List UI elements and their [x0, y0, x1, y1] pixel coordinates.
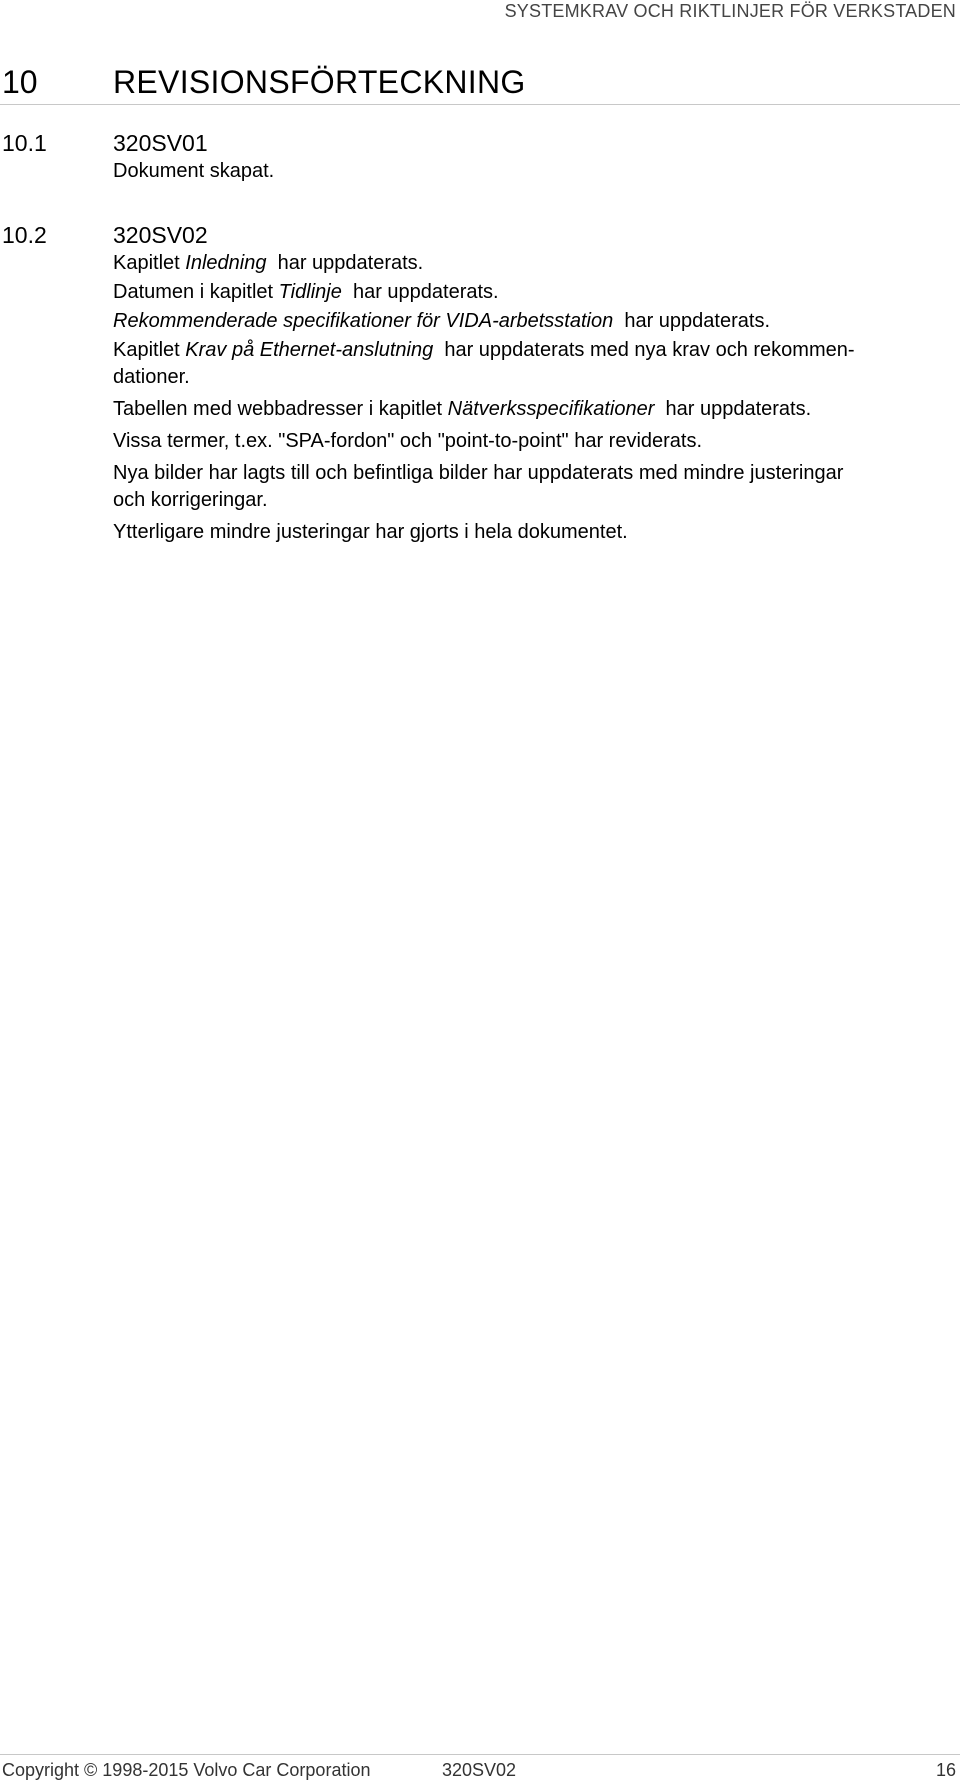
text-run: Kapitlet	[113, 339, 186, 361]
text-run: Vissa termer, t.ex. "SPA-fordon" och "point-to-point" har reviderats.	[113, 430, 703, 452]
chapter-number: 10	[2, 64, 38, 100]
text-run: och korrigeringar.	[113, 489, 268, 511]
chapter-heading	[0, 62, 960, 105]
running-header: SYSTEMKRAV OCH RIKTLINJER FÖR VERKSTADEN	[504, 1, 956, 21]
body-line	[113, 519, 958, 546]
footer-page-number: 16	[935, 1760, 956, 1780]
italic-reference: Tidlinje	[278, 281, 342, 303]
text-run: har uppdaterats.	[266, 252, 424, 274]
text-run: har uppdaterats.	[654, 398, 812, 420]
italic-reference: Rekommenderade specifikationer för VIDA-arbetsstation	[113, 310, 614, 332]
body-line	[113, 308, 958, 335]
section-number: 10.2	[2, 222, 47, 248]
body-line	[113, 364, 958, 391]
section-10-2-body	[113, 250, 958, 546]
body-line	[113, 250, 958, 277]
section-number: 10.1	[2, 130, 47, 156]
text-run: Nya bilder har lagts till och befintliga bilder har uppdaterats med mindre justeringar	[113, 462, 844, 484]
section-title: 320SV01	[113, 130, 208, 156]
body-line	[113, 279, 958, 306]
text-run: Dokument skapat.	[113, 160, 275, 182]
body-line	[113, 428, 958, 455]
text-run: dationer.	[113, 366, 190, 388]
text-run: har uppdaterats.	[613, 310, 771, 332]
body-line	[113, 460, 958, 487]
italic-reference: Nätverksspecifikationer	[447, 398, 655, 420]
text-run: Kapitlet	[113, 252, 186, 274]
italic-reference: Inledning	[185, 252, 267, 274]
section-title: 320SV02	[113, 222, 208, 248]
footer-copyright: Copyright © 1998-2015 Volvo Car Corporation	[2, 1760, 371, 1780]
body-line	[113, 158, 958, 185]
italic-reference: Krav på Ethernet-anslutning	[185, 339, 434, 361]
text-run: Tabellen med webbadresser i kapitlet	[113, 398, 448, 420]
body-line	[113, 396, 958, 423]
text-run: har uppdaterats med nya krav och rekommen-	[433, 339, 855, 361]
text-run: Ytterligare mindre justeringar har gjorts i hela dokumentet.	[113, 521, 628, 543]
footer-document-id: 320SV02	[442, 1760, 517, 1780]
body-line	[113, 337, 958, 364]
page-footer	[0, 1754, 960, 1783]
text-run: har uppdaterats.	[341, 281, 499, 303]
section-10-1-body	[113, 158, 958, 185]
text-run: Datumen i kapitlet	[113, 281, 279, 303]
body-line	[113, 487, 958, 514]
chapter-title: REVISIONSFÖRTECKNING	[113, 64, 526, 100]
